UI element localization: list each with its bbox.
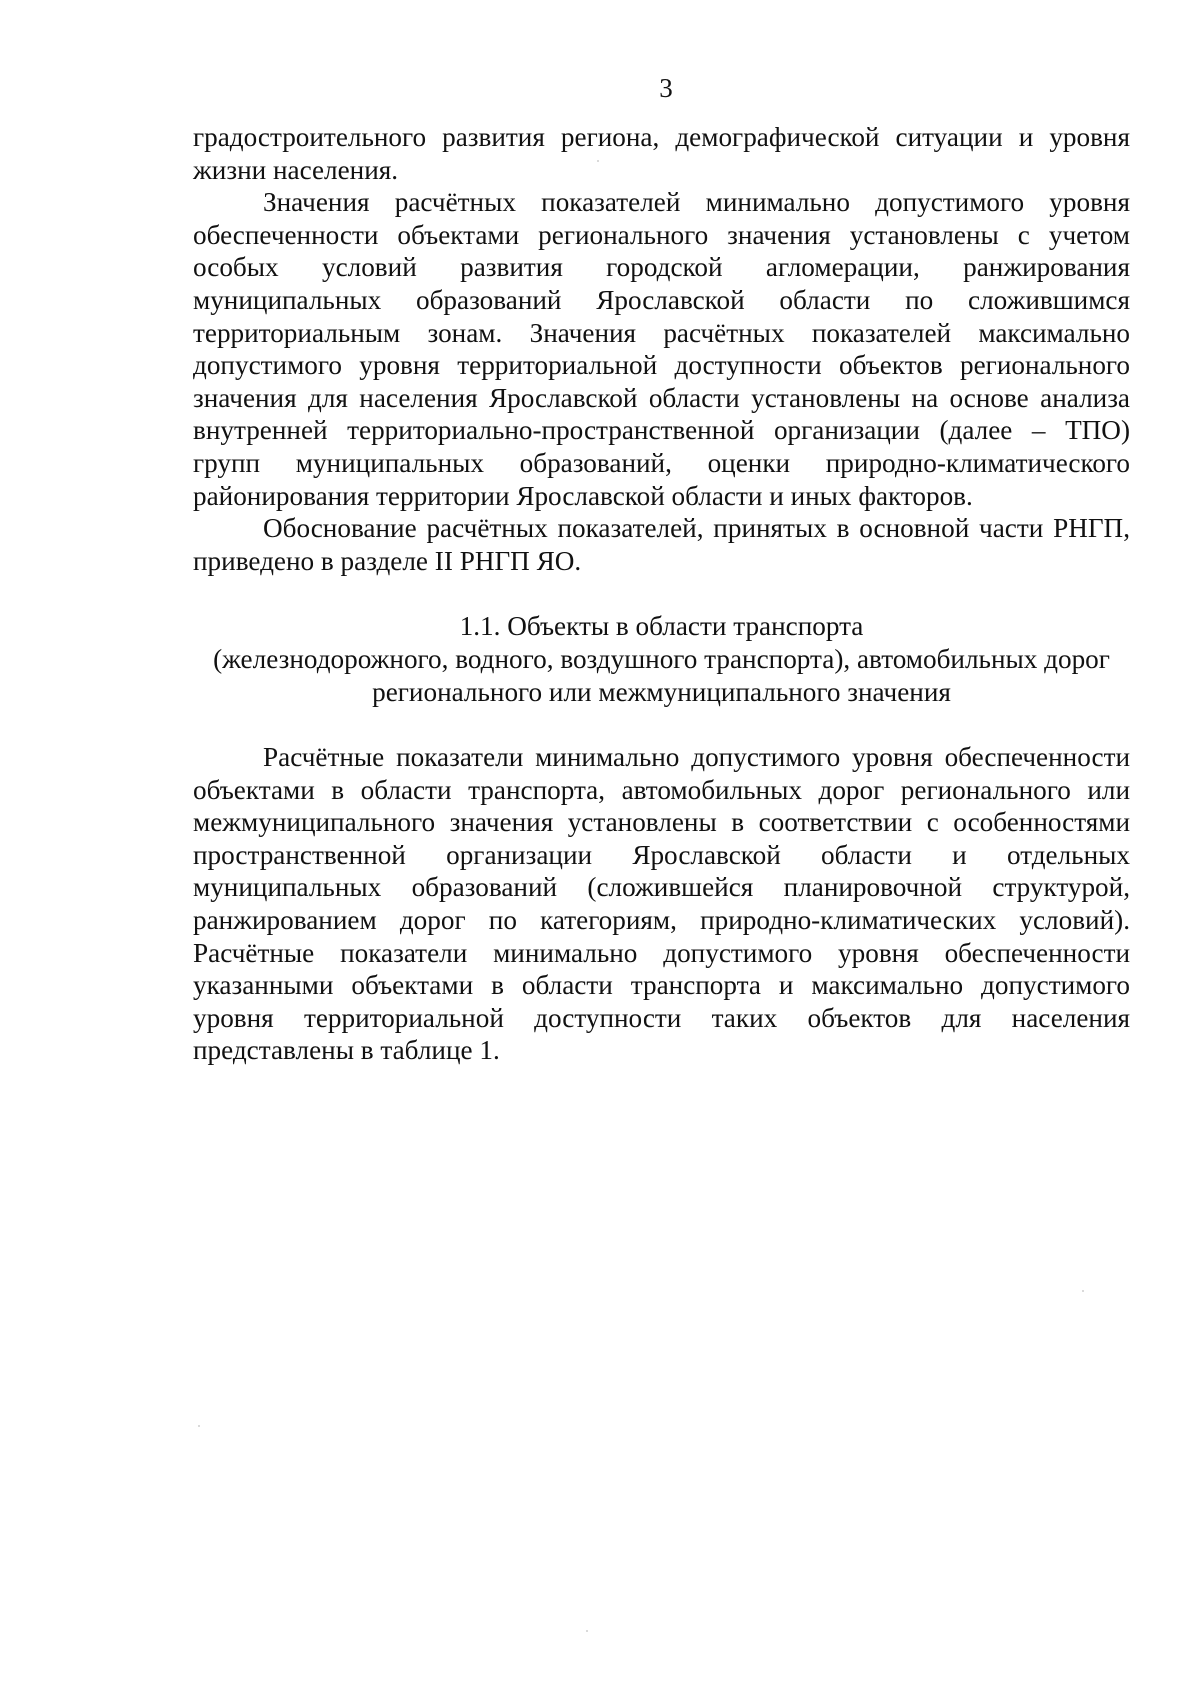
page-number: 3 [659,73,673,103]
scan-speck [586,1630,588,1632]
paragraph-indicators-values: Значения расчётных показателей минимально допустимого уровня обеспеченности объектами регионального значения установлены с учетом особых условий развития городской агломерации, ранжирования муниципальных образований Ярославской области по сложившимся территориальным зонам. Значения расчётных показателей максимально допустимого уровня территориальной доступности объектов регионального значения для населения Ярославской области установлены на основе анализа внутренней территориально-пространственной организации (далее – ТПО) групп муниципальных образований, оценки природно-климатического районирования территории Ярославской области и иных факторов. [193,187,1130,511]
scan-speck [198,1425,200,1427]
paragraph-transport-indicators: Расчётные показатели минимально допустимого уровня обеспеченности объектами в области транспорта, автомобильных дорог регионального или межмуниципального значения установлены в соответствии с особенностями пространственной организации Ярославской области и отдельных муниципальных образований (сложившейся планировочной структурой, ранжированием дорог по категориям, природно-климатических условий). Расчётные показатели минимально допустимого уровня обеспеченности указанными объектами в области транспорта и максимально допустимого уровня территориальной доступности таких объектов для населения представлены в таблице 1. [193,742,1130,1066]
document-body [193,121,1130,1067]
scan-speck [597,160,599,162]
section-heading-line-1: 1.1. Объекты в области транспорта [459,611,864,642]
paragraph-justification: Обоснование расчётных показателей, принятых в основной части РНГП, приведено в разделе II РНГП ЯО. [193,513,1130,576]
scan-speck [1082,1290,1084,1292]
section-heading-line-2: (железнодорожного, водного, воздушного транспорта), автомобильных дорог [213,643,1110,674]
paragraph-continuation: градостроительного развития региона, демографической ситуации и уровня жизни населения. [193,122,1130,185]
section-heading-line-3: регионального или межмуниципального значения [372,676,951,707]
section-heading [193,610,1130,708]
